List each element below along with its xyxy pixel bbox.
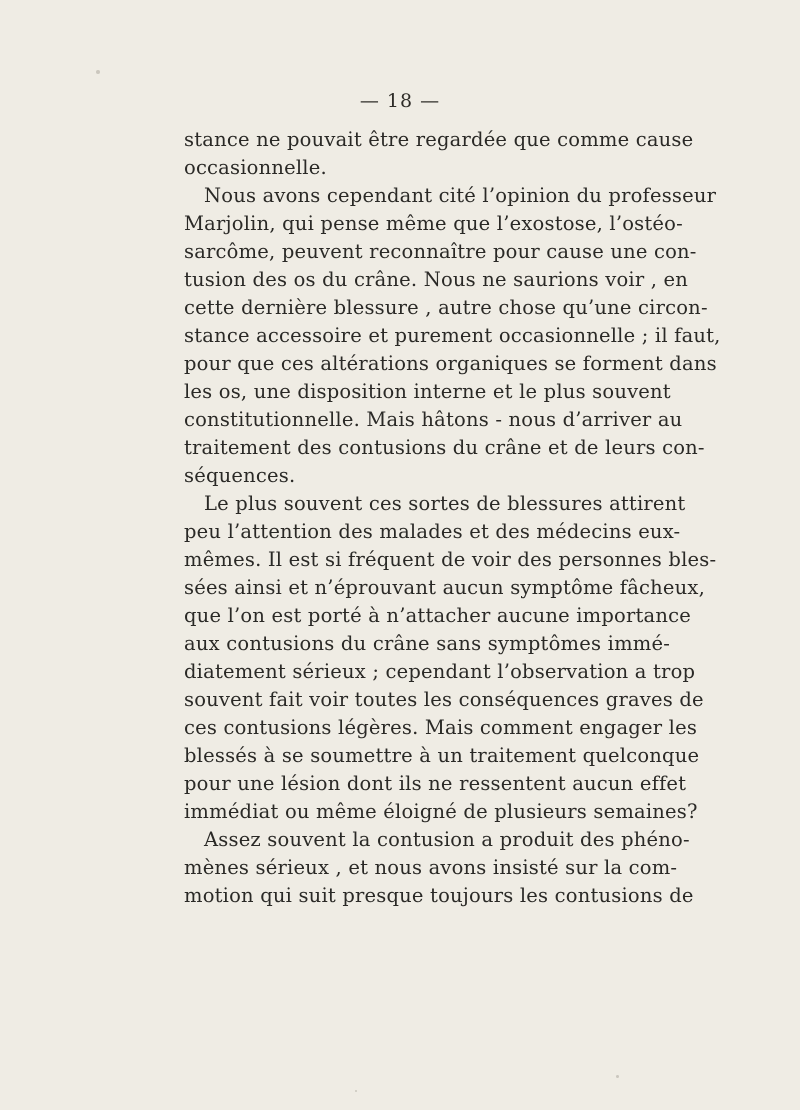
- text-line: diatement sérieux ; cependant l’observation a trop: [184, 660, 696, 683]
- text-line: aux contusions du crâne sans symptômes immé-: [184, 632, 670, 655]
- text-line: constitutionnelle. Mais hâtons - nous d’arriver au: [184, 408, 683, 431]
- text-line: souvent fait voir toutes les conséquences graves de: [184, 688, 704, 711]
- text-line: mènes sérieux , et nous avons insisté sur la com-: [184, 856, 678, 879]
- text-line: Le plus souvent ces sortes de blessures attirent: [204, 492, 686, 515]
- text-line: séquences.: [184, 464, 296, 487]
- text-line: ces contusions légères. Mais comment engager les: [184, 716, 698, 739]
- text-line: immédiat ou même éloigné de plusieurs semaines?: [184, 800, 698, 823]
- text-line: motion qui suit presque toujours les contusions de: [184, 884, 694, 907]
- text-line: stance ne pouvait être regardée que comme cause: [184, 128, 694, 151]
- paper-speck: [355, 1090, 357, 1092]
- text-line: blessés à se soumettre à un traitement quelconque: [184, 744, 700, 767]
- text-line: stance accessoire et purement occasionnelle ; il faut,: [184, 324, 721, 347]
- text-line: tusion des os du crâne. Nous ne saurions voir , en: [184, 268, 689, 291]
- text-line: les os, une disposition interne et le plus souvent: [184, 380, 671, 403]
- text-line: Marjolin, qui pense même que l’exostose, l’ostéo-: [184, 212, 683, 235]
- text-line: sarcôme, peuvent reconnaître pour cause une con-: [184, 240, 697, 263]
- text-line: peu l’attention des malades et des médecins eux-: [184, 520, 681, 543]
- text-line: occasionnelle.: [184, 156, 327, 179]
- text-line: que l’on est porté à n’attacher aucune importance: [184, 604, 691, 627]
- text-line: mêmes. Il est si fréquent de voir des personnes bles-: [184, 548, 717, 571]
- text-line: sées ainsi et n’éprouvant aucun symptôme fâcheux,: [184, 576, 706, 599]
- text-line: cette dernière blessure , autre chose qu’une circon-: [184, 296, 708, 319]
- text-line: pour que ces altérations organiques se forment dans: [184, 352, 717, 375]
- text-line: Nous avons cependant cité l’opinion du professeur: [204, 184, 717, 207]
- text-line: pour une lésion dont ils ne ressentent aucun effet: [184, 772, 687, 795]
- page-number-header: — 18 —: [359, 90, 441, 112]
- text-line: traitement des contusions du crâne et de leurs con-: [184, 436, 705, 459]
- text-line: Assez souvent la contusion a produit des phéno-: [204, 828, 690, 851]
- paper-speck: [96, 70, 100, 74]
- paper-speck: [616, 1075, 619, 1078]
